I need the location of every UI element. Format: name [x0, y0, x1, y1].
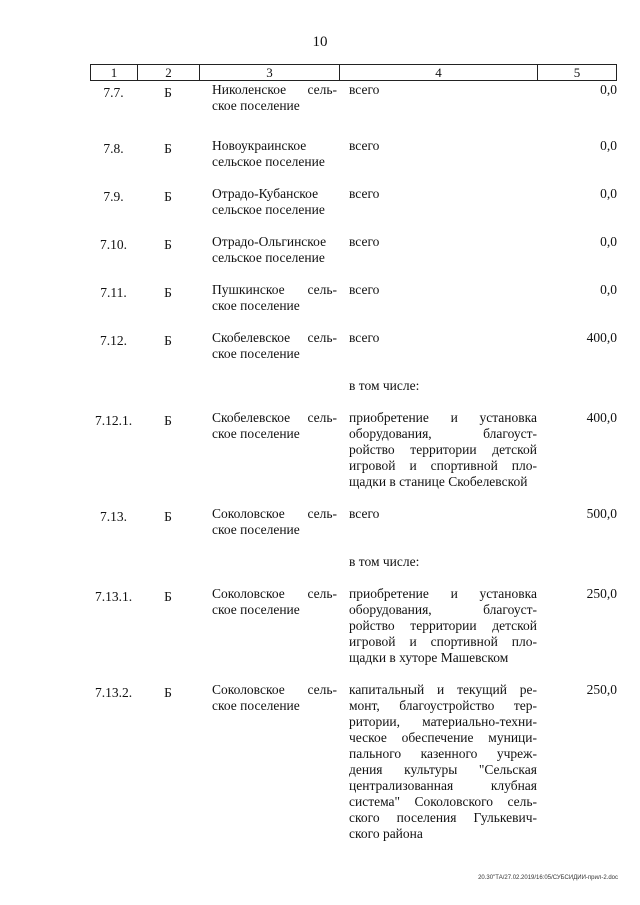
purpose-description-line: игровой и спортивной пло-: [349, 458, 537, 473]
purpose-description-line: капитальный и текущий ре-: [349, 682, 537, 697]
amount-value: 0,0: [600, 138, 617, 153]
row-number: 7.9.: [103, 189, 124, 204]
settlement-name-line: Пушкинское сель-: [212, 282, 337, 297]
row-category: Б: [164, 685, 172, 700]
purpose-description-line: всего: [349, 138, 380, 153]
settlement-name: [199, 506, 339, 538]
row-category: Б: [164, 589, 172, 604]
settlement-name-line: сельское поселение: [212, 202, 325, 217]
purpose-description: [339, 410, 537, 490]
row-number: [90, 378, 137, 381]
settlement-name: [199, 410, 339, 442]
row-number: 7.10.: [100, 237, 127, 252]
purpose-description: [339, 378, 537, 394]
row-number: 7.11.: [100, 285, 127, 300]
settlement-name-line: Новоукраинское: [212, 138, 307, 153]
row-number: 7.13.2.: [94, 685, 133, 700]
row-number: 7.13.: [100, 509, 127, 524]
table-row: [90, 234, 617, 266]
settlement-name: [199, 586, 339, 618]
settlement-name-line: Отрадо-Ольгинское: [212, 234, 327, 249]
amount-value: 250,0: [586, 586, 617, 601]
purpose-description-line: ского поселения Гулькевич-: [349, 810, 537, 825]
settlement-name: [199, 82, 339, 114]
purpose-description: [339, 554, 537, 570]
settlement-name-line: ское поселение: [212, 426, 300, 441]
row-number: 7.8.: [103, 141, 124, 156]
settlement-name-line: Соколовское сель-: [212, 586, 337, 601]
page-number: 10: [312, 34, 328, 50]
row-number: [90, 554, 137, 557]
purpose-description: [339, 506, 537, 522]
settlement-name-line: Скобелевское сель-: [212, 410, 337, 425]
settlement-name: [199, 234, 339, 266]
purpose-description-line: щадки в хуторе Машевском: [349, 650, 509, 665]
settlement-name: [199, 282, 339, 314]
purpose-description-line: система" Соколовского сель-: [349, 794, 537, 809]
table-row: [90, 682, 617, 842]
row-number: 7.13.1.: [94, 589, 133, 604]
purpose-description-line: дения культуры "Сельская: [349, 762, 537, 777]
settlement-name-line: сельское поселение: [212, 154, 325, 169]
purpose-description-line: централизованная клубная: [349, 778, 537, 793]
purpose-description-line: всего: [349, 186, 380, 201]
header-col-3: 3: [200, 65, 340, 80]
purpose-description: [339, 682, 537, 842]
amount-value: 0,0: [600, 82, 617, 97]
purpose-description-line: всего: [349, 506, 380, 521]
purpose-description-line: игровой и спортивной пло-: [349, 634, 537, 649]
purpose-description-line: монт, благоустройство тер-: [349, 698, 537, 713]
purpose-description-line: ческое обеспечение муници-: [349, 730, 537, 745]
table-row: [90, 410, 617, 490]
settlement-name-line: Николенское сель-: [212, 82, 337, 97]
row-number: 7.12.: [100, 333, 127, 348]
purpose-description-line: оборудования, благоуст-: [349, 602, 537, 617]
row-category: Б: [164, 141, 172, 156]
table-row: [90, 82, 617, 114]
purpose-description: [339, 330, 537, 346]
purpose-description-line: приобретение и установка: [349, 586, 537, 601]
purpose-description-line: всего: [349, 330, 380, 345]
footer-file-path: 20.30"ТА/27.02.2019/16:05/СУБСИДИИ-прил-2.doc: [478, 875, 618, 881]
table-body: [90, 82, 617, 842]
table-header-row: [90, 64, 617, 81]
table-row: [90, 138, 617, 170]
settlement-name-line: сельское поселение: [212, 250, 325, 265]
settlement-name-line: ское поселение: [212, 298, 300, 313]
purpose-description: [339, 186, 537, 202]
purpose-description-line: ройство территории детской: [349, 442, 537, 457]
settlement-name: [199, 138, 339, 170]
table-row: [90, 282, 617, 314]
purpose-description: [339, 82, 537, 98]
table-row: [90, 330, 617, 362]
row-number: 7.7.: [103, 85, 124, 100]
purpose-description-line: приобретение и установка: [349, 410, 537, 425]
settlement-name-line: ское поселение: [212, 98, 300, 113]
purpose-description: [339, 138, 537, 154]
settlement-name: [199, 682, 339, 714]
purpose-description: [339, 234, 537, 250]
table-row: [90, 186, 617, 218]
purpose-description-line: всего: [349, 82, 380, 97]
settlement-name-line: ское поселение: [212, 698, 300, 713]
purpose-description-line: щадки в станице Скобелевской: [349, 474, 528, 489]
row-number: 7.12.1.: [94, 413, 133, 428]
row-category: Б: [164, 333, 172, 348]
table-row: [90, 506, 617, 538]
amount-value: 500,0: [586, 506, 617, 521]
table-row: [90, 554, 617, 570]
settlement-name: [199, 330, 339, 362]
amount-value: 0,0: [600, 186, 617, 201]
row-category: Б: [164, 285, 172, 300]
purpose-description-line: пального казенного учреж-: [349, 746, 537, 761]
row-category: [137, 378, 199, 381]
settlement-name-line: Скобелевское сель-: [212, 330, 337, 345]
header-col-5: 5: [573, 65, 581, 80]
purpose-description-line: оборудования, благоуст-: [349, 426, 537, 441]
table-row: [90, 586, 617, 666]
row-category: Б: [164, 237, 172, 252]
amount-value: 400,0: [586, 410, 617, 425]
amount-value: 250,0: [586, 682, 617, 697]
settlement-name-line: Соколовское сель-: [212, 682, 337, 697]
row-category: Б: [164, 413, 172, 428]
table-row: [90, 378, 617, 394]
header-col-1: 1: [91, 65, 138, 80]
amount-value: 400,0: [586, 330, 617, 345]
purpose-description: [339, 586, 537, 666]
row-category: Б: [164, 509, 172, 524]
amount-value: 0,0: [600, 234, 617, 249]
purpose-description-line: всего: [349, 282, 380, 297]
row-category: [137, 554, 199, 557]
settlement-name-line: ское поселение: [212, 522, 300, 537]
purpose-description-line: ского района: [349, 826, 423, 841]
settlement-name-line: ское поселение: [212, 346, 300, 361]
settlement-name-line: Соколовское сель-: [212, 506, 337, 521]
header-col-4: 4: [340, 65, 538, 80]
row-category: Б: [164, 85, 172, 100]
purpose-description-line: ройство территории детской: [349, 618, 537, 633]
row-category: Б: [164, 189, 172, 204]
settlement-name: [199, 186, 339, 218]
purpose-description-line: в том числе:: [349, 378, 420, 393]
settlement-name-line: Отрадо-Кубанское: [212, 186, 319, 201]
purpose-description-line: всего: [349, 234, 380, 249]
settlement-name-line: ское поселение: [212, 602, 300, 617]
purpose-description-line: в том числе:: [349, 554, 420, 569]
header-col-2: 2: [138, 65, 200, 80]
purpose-description-line: ритории, материально-техни-: [349, 714, 537, 729]
amount-value: 0,0: [600, 282, 617, 297]
purpose-description: [339, 282, 537, 298]
